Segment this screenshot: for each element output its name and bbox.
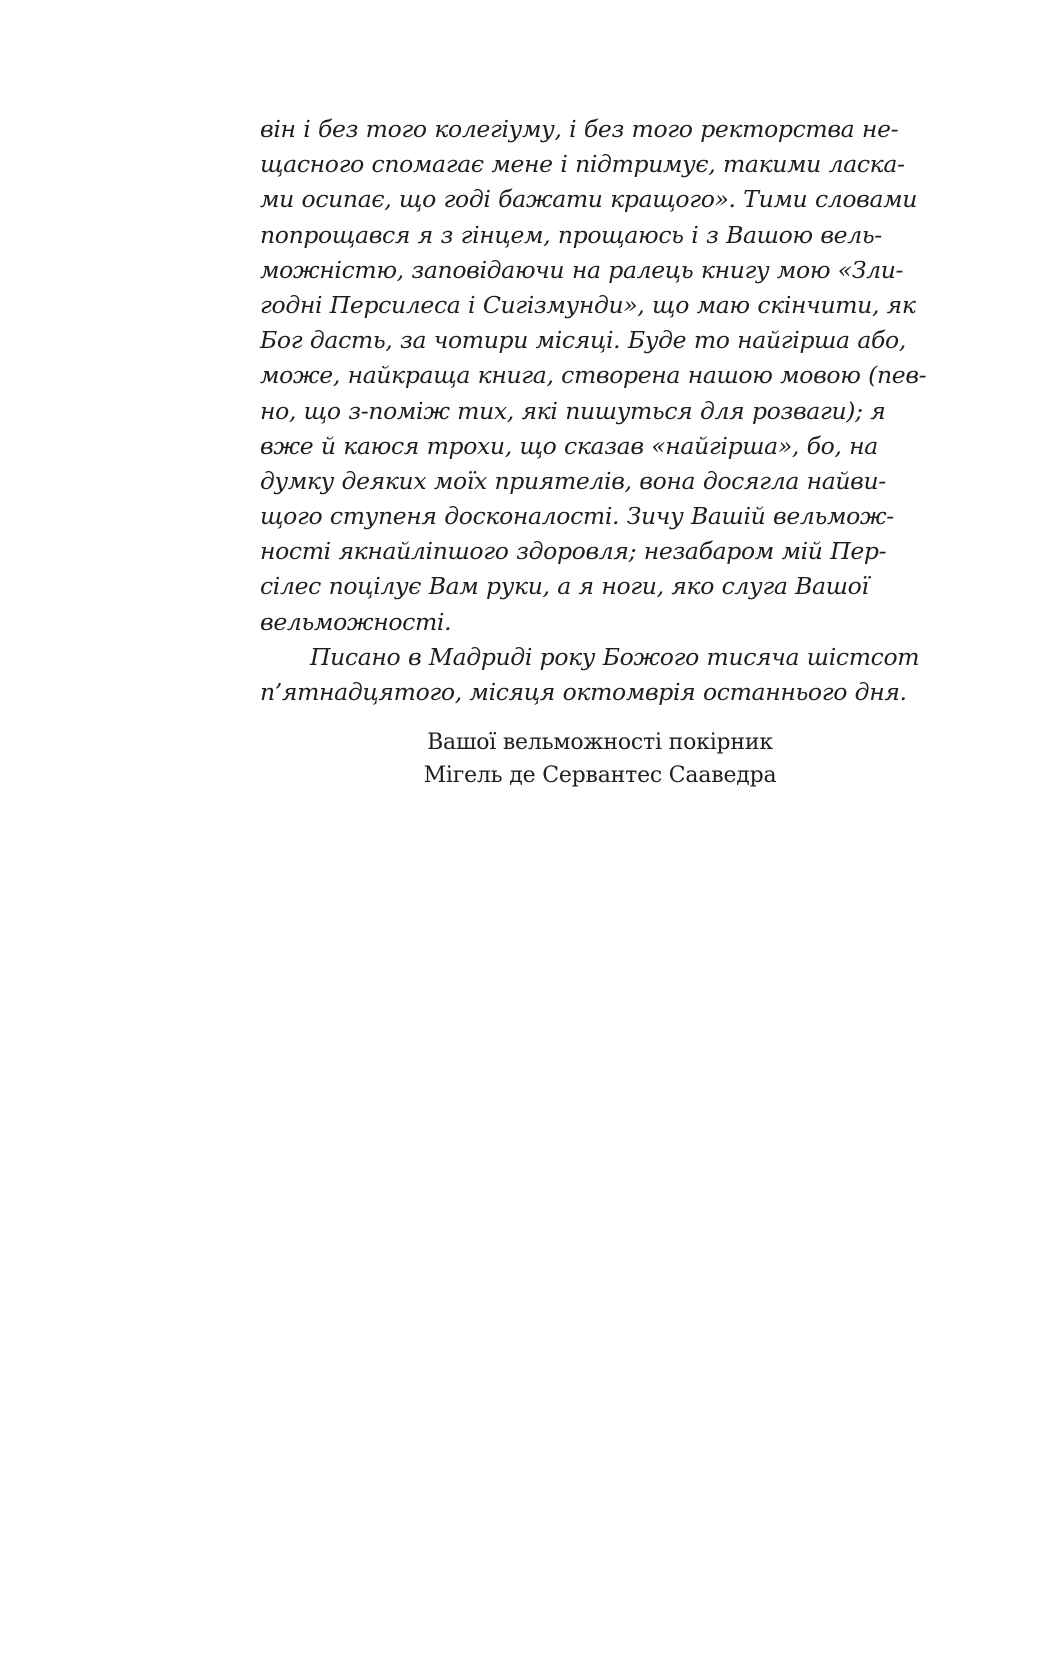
text-line: сілес поцілує Вам руки, а я ноги, яко слуга Вашої [260,572,869,601]
text-line: п’ятнадцятого, місяця октомврія останнього дня. [260,678,907,706]
signature [260,726,900,792]
text-line: думку деяких моїх приятелів, вона досягла найви- [260,466,886,495]
text-line: вже й каюся трохи, що сказав «найгірша», бо, на [260,431,878,460]
signature-author: Мігель де Сервантес Сааведра [423,763,777,789]
text-line: годні Персилеса і Сигізмунди», що маю скінчити, як [260,290,916,319]
text-line: но, що з-поміж тих, які пишуться для розваги); я [260,396,886,425]
text-line: ми осипає, що годі бажати кращого». Тими словами [260,185,918,214]
text-line: ності якнайліпшого здоровля; незабаром мій Пер- [260,537,887,566]
text-line: щого ступеня досконалості. Зичу Вашій вельмож- [260,502,894,531]
text-line: Писано в Мадриді року Божого тисяча шістсот [310,642,920,671]
paragraph-2 [260,640,920,710]
paragraph-1 [260,112,927,640]
text-line: можністю, заповідаючи на ралець книгу мою «Зли- [260,255,904,284]
text-line: він і без того колегіуму, і без того ректорства не- [260,115,899,143]
text-line: може, найкраща книга, створена нашою мовою (пев- [260,361,927,390]
text-line: Бог дасть, за чотири місяці. Буде то найгірша або, [260,326,906,355]
text-line: попрощався я з гінцем, прощаюсь і з Вашою вель- [260,220,882,249]
text-line: вельможності. [260,607,452,636]
text-line: щасного спомагає мене і підтримує, такими ласка- [260,150,905,179]
signature-closing: Вашої вельможності покірник [427,730,773,756]
letter-text [260,112,927,792]
